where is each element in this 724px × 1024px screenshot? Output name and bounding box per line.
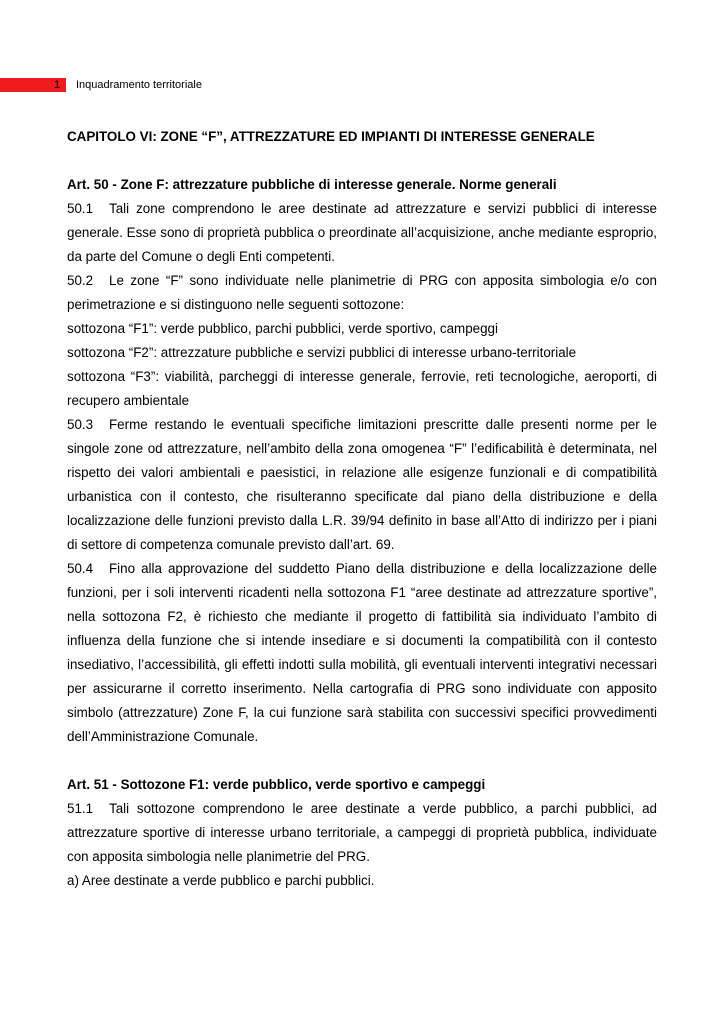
subzone-f1: sottozona “F1”: verde pubblico, parchi pubblici, verde sportivo, campeggi bbox=[67, 321, 498, 336]
paragraph-50-1 bbox=[67, 197, 657, 269]
subzone-f2: sottozona “F2”: attrezzature pubbliche e servizi pubblici di interesse urbano-territoriale bbox=[67, 345, 577, 360]
paragraph-number: 50.3 bbox=[67, 417, 94, 432]
paragraph-50-3 bbox=[67, 413, 657, 557]
page-header bbox=[0, 78, 724, 92]
article-50 bbox=[67, 173, 657, 749]
paragraph-text: Fino alla approvazione del suddetto Piano della distribuzione e della localizzazione delle funzioni, per i soli interventi ricadenti nella sottozona F1 “aree destinate ad attrezzature sportive”, nella sottozona F2, è richiesto che mediante il progetto di fattibilità sia individuato l’ambito di influenza della funzione che si intende insediare e si documenti la compatibilità con il contesto insediativo, l’accessibilità, gli effetti indotti sulla mobilità, gli eventuali interventi integrativi necessari per assicurarne il corretto inserimento. Nella cartografia di PRG sono individuate con apposito simbolo (attrezzature) Zone F, la cui funzione sarà stabilita con successivi specifici provvedimenti dell’Amministrazione Comunale. bbox=[67, 561, 657, 744]
paragraph-number: 50.4 bbox=[67, 561, 94, 576]
paragraph-number: 51.1 bbox=[67, 801, 94, 816]
article-50-title: Art. 50 - Zone F: attrezzature pubbliche di interesse generale. Norme generali bbox=[67, 177, 557, 192]
article-51-title: Art. 51 - Sottozone F1: verde pubblico, verde sportivo e campeggi bbox=[67, 777, 486, 792]
section-gap bbox=[67, 749, 657, 773]
paragraph-number: 50.1 bbox=[67, 201, 94, 216]
paragraph-50-2 bbox=[67, 269, 657, 317]
paragraph-50-4 bbox=[67, 557, 657, 749]
article-51 bbox=[67, 773, 657, 893]
paragraph-text: Tali zone comprendono le aree destinate ad attrezzature e servizi pubblici di interesse generale. Esse sono di proprietà pubblica o preordinate all’acquisizione, anche mediante esproprio, da parte del Comune o degli Enti competenti. bbox=[67, 201, 657, 264]
paragraph-text: Ferme restando le eventuali specifiche limitazioni prescritte dalle presenti norme per le singole zone od attrezzature, nell’ambito della zona omogenea “F” l’edificabilità è determinata, nel rispetto dei valori ambientali e paesistici, in relazione alle esigenze funzionali e di compatibilità urbanistica con il contesto, che risulteranno specificate dal piano della distribuzione e della localizzazione delle funzioni previsto dalla L.R. 39/94 definito in base all’Atto di indirizzo per i piani di settore di competenza comunale previsto dall’art. 69. bbox=[67, 417, 657, 552]
paragraph-number: 50.2 bbox=[67, 273, 94, 288]
chapter-title: CAPITOLO VI: ZONE “F”, ATTREZZATURE ED IMPIANTI DI INTERESSE GENERALE bbox=[67, 129, 595, 144]
document-body bbox=[67, 125, 657, 893]
page-number: 1 bbox=[53, 79, 61, 91]
list-item-a: a) Aree destinate a verde pubblico e parchi pubblici. bbox=[67, 873, 375, 888]
paragraph-text: Le zone “F” sono individuate nelle planimetrie di PRG con apposita simbologia e/o con perimetrazione e si distinguono nelle seguenti sottozone: bbox=[67, 273, 657, 312]
header-section-title: Inquadramento territoriale bbox=[76, 79, 202, 91]
subzone-f3: sottozona “F3”: viabilità, parcheggi di interesse generale, ferrovie, reti tecnologiche, aeroporti, di recupero ambientale bbox=[67, 369, 657, 408]
paragraph-51-1 bbox=[67, 797, 657, 869]
paragraph-text: Tali sottozone comprendono le aree destinate a verde pubblico, a parchi pubblici, ad attrezzature sportive di interesse urbano territoriale, a campeggi di proprietà pubblica, individuate con apposita simbologia nelle planimetrie del PRG. bbox=[67, 801, 657, 864]
